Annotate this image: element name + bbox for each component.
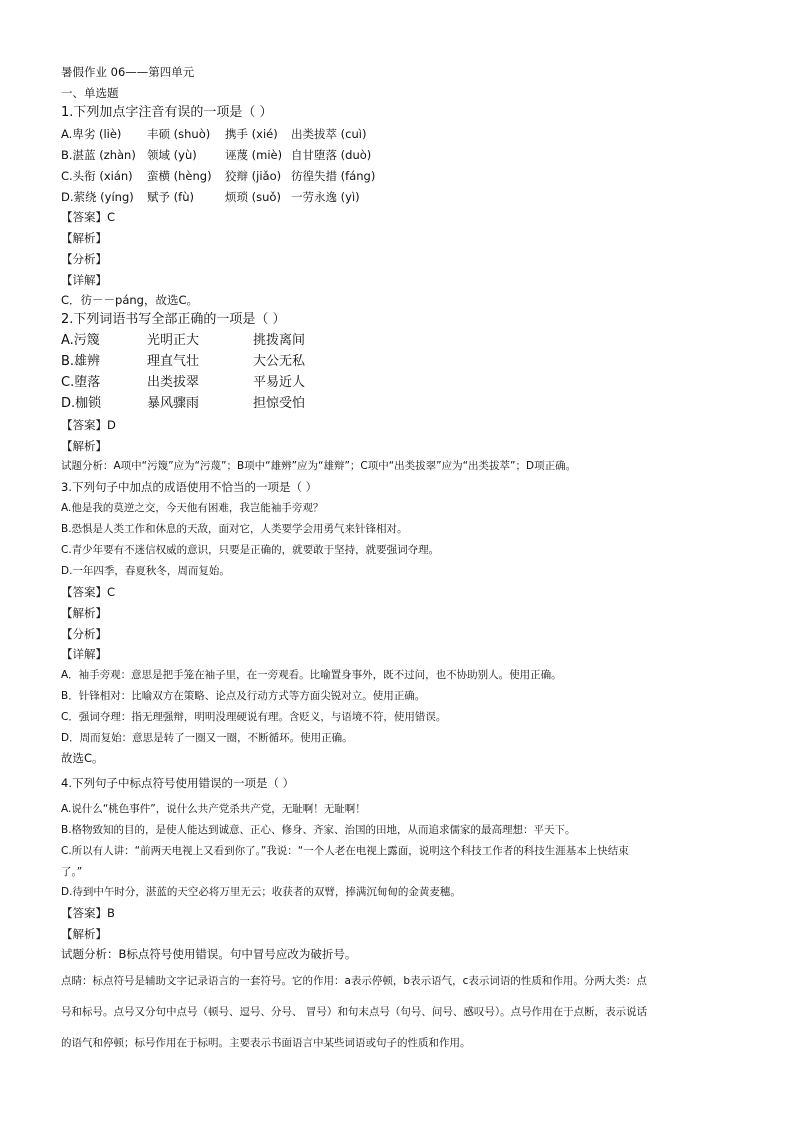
question-4-note-line-2: 号和标号。点号又分句中点号（顿号、逗号、分号、 冒号）和句末点号（句号、问号、感叹号）。点号作用在于点断，表示说话 (61, 1006, 648, 1018)
question-1-answer: 【答案】C (61, 210, 116, 224)
option-item: 彷徨失措 (fáng) (291, 169, 376, 183)
question-2-option-d (61, 396, 305, 412)
option-item: 挑拨离间 (253, 333, 306, 348)
question-2-analysis: 试题分析：A项中“污篾”应为“污蔑”；B项中“雄辨”应为“雄辩”；C项中“出类拔翠”应为“出类拔萃”；D项正确。 (61, 460, 577, 472)
question-3-option-d: D.一年四季，春夏秋冬，周而复始。 (61, 565, 230, 577)
option-item: 光明正大 (147, 333, 200, 348)
option-item: 暴风骤雨 (147, 396, 200, 411)
question-1-option-b (61, 147, 371, 163)
option-item: B.雄辨 (61, 354, 101, 369)
question-3-option-c: C.青少年要有不迷信权威的意识，只要是正确的，就要敢于坚持，就要强词夺理。 (61, 544, 440, 556)
question-4-answer: 【答案】B (61, 906, 115, 920)
option-item: 携手 (xié) (225, 127, 278, 141)
question-4-jiexi-label: 【解析】 (61, 927, 107, 941)
question-3-jiexi-label: 【解析】 (61, 606, 107, 620)
option-item: 一劳永逸 (yì) (291, 190, 360, 204)
option-item: 出类拔翠 (147, 375, 200, 390)
question-3-answer: 【答案】C (61, 585, 116, 599)
question-3-detail-b: B．针锋相对：比喻双方在策略、论点及行动方式等方面尖锐对立。使用正确。 (61, 690, 426, 702)
question-4-note-line-3: 的语气和停顿；标号作用在于标明。主要表示书面语言中某些词语或句子的性质和作用。 (61, 1037, 471, 1049)
question-2-stem: 2.下列词语书写全部正确的一项是（ ） (61, 312, 286, 327)
option-item: B.湛蓝 (zhàn) (61, 148, 136, 162)
option-item: 担惊受怕 (253, 396, 306, 411)
question-3-option-b: B.恐惧是人类工作和休息的天敌，面对它，人类要学会用勇气来针锋相对。 (61, 523, 408, 535)
option-item: 诬蔑 (miè) (225, 148, 283, 162)
question-1-xiangjie-label: 【详解】 (61, 273, 107, 287)
option-item: A.卑劣 (liè) (61, 127, 122, 141)
question-1-option-c (61, 168, 375, 184)
question-3-detail-d: D．周而复始：意思是转了一圈又一圈，不断循环。使用正确。 (61, 732, 353, 744)
option-item: 赋予 (fù) (147, 190, 194, 204)
option-item: 丰硕 (shuò) (147, 127, 211, 141)
question-4-stem: 4.下列句子中标点符号使用错误的一项是（ ） (61, 776, 295, 790)
question-1-fenxi-label: 【分析】 (61, 252, 107, 266)
question-4-option-c: C.所以有人讲：“前两天电视上又看到你了。”我说：“一个人老在电视上露面，说明这个科技工作者的科技生涯基本上快结束 (61, 845, 629, 857)
option-item: C.头衔 (xián) (61, 169, 133, 183)
question-1-jiexi-label: 【解析】 (61, 231, 107, 245)
option-item: 出类拔萃 (cuì) (291, 127, 367, 141)
option-item: D.萦绕 (yíng) (61, 190, 134, 204)
question-2-answer: 【答案】D (61, 418, 116, 432)
question-2-option-b (61, 354, 305, 370)
option-item: 领域 (yù) (147, 148, 197, 162)
question-1-detail: C．彷－－páng，故选C。 (61, 293, 198, 307)
question-3-detail-a: A．袖手旁观：意思是把手笼在袖子里，在一旁观看。比喻置身事外，既不过问，也不协助别人。使用正确。 (61, 669, 562, 681)
option-item: 烦琐 (suǒ) (225, 190, 281, 204)
question-4-option-a: A.说什么“桃色事件”，说什么共产党杀共产党，无耻啊！无耻啊！ (61, 803, 366, 815)
document-title: 暑假作业 06——第四单元 (61, 65, 195, 79)
question-3-option-a: A.他是我的莫逆之交，今天他有困难，我岂能袖手旁观？ (61, 502, 324, 514)
question-2-option-a (61, 333, 305, 349)
question-1-option-d (61, 189, 360, 205)
question-3-xiangjie-label: 【详解】 (61, 647, 107, 661)
question-1-option-a (61, 126, 366, 142)
question-1-stem: 1.下列加点字注音有误的一项是（ ） (61, 105, 273, 120)
question-3-stem: 3.下列句子中加点的成语使用不恰当的一项是（ ） (61, 480, 318, 494)
option-item: 狡辩 (jiǎo) (225, 169, 282, 183)
option-item: 理直气壮 (147, 354, 200, 369)
question-4-option-b: B.格物致知的目的，是使人能达到诚意、正心、修身、齐家、治国的田地，从而追求儒家的最高理想：平天下。 (61, 824, 576, 836)
option-item: 大公无私 (253, 354, 306, 369)
question-2-option-c (61, 375, 305, 391)
question-2-jiexi-label: 【解析】 (61, 439, 107, 453)
question-4-analysis: 试题分析：B标点符号使用错误。句中冒号应改为破折号。 (61, 947, 357, 961)
question-4-option-d: D.待到中午时分，湛蓝的天空必将万里无云；收获者的双臂，捧满沉甸甸的金黄麦穗。 (61, 886, 461, 898)
option-item: 自甘堕落 (duò) (291, 148, 372, 162)
question-3-fenxi-label: 【分析】 (61, 627, 107, 641)
question-4-option-c-continued: 了。” (61, 866, 83, 878)
section-heading: 一、单选题 (61, 86, 119, 100)
question-3-detail-c: C．强词夺理：指无理强辩，明明没理硬说有理。含贬义，与语境不符，使用错误。 (61, 711, 447, 723)
option-item: 蛮横 (hèng) (147, 169, 212, 183)
question-3-conclusion: 故选C。 (61, 751, 104, 765)
question-4-note-line-1: 点睛：标点符号是辅助文字记录语言的一套符号。它的作用：a表示停顿，b表示语气，c表示词语的性质和作用。分两大类：点 (61, 975, 647, 987)
option-item: D.枷锁 (61, 396, 102, 411)
option-item: C.堕落 (61, 375, 101, 390)
option-item: 平易近人 (253, 375, 306, 390)
option-item: A.污篾 (61, 333, 100, 348)
